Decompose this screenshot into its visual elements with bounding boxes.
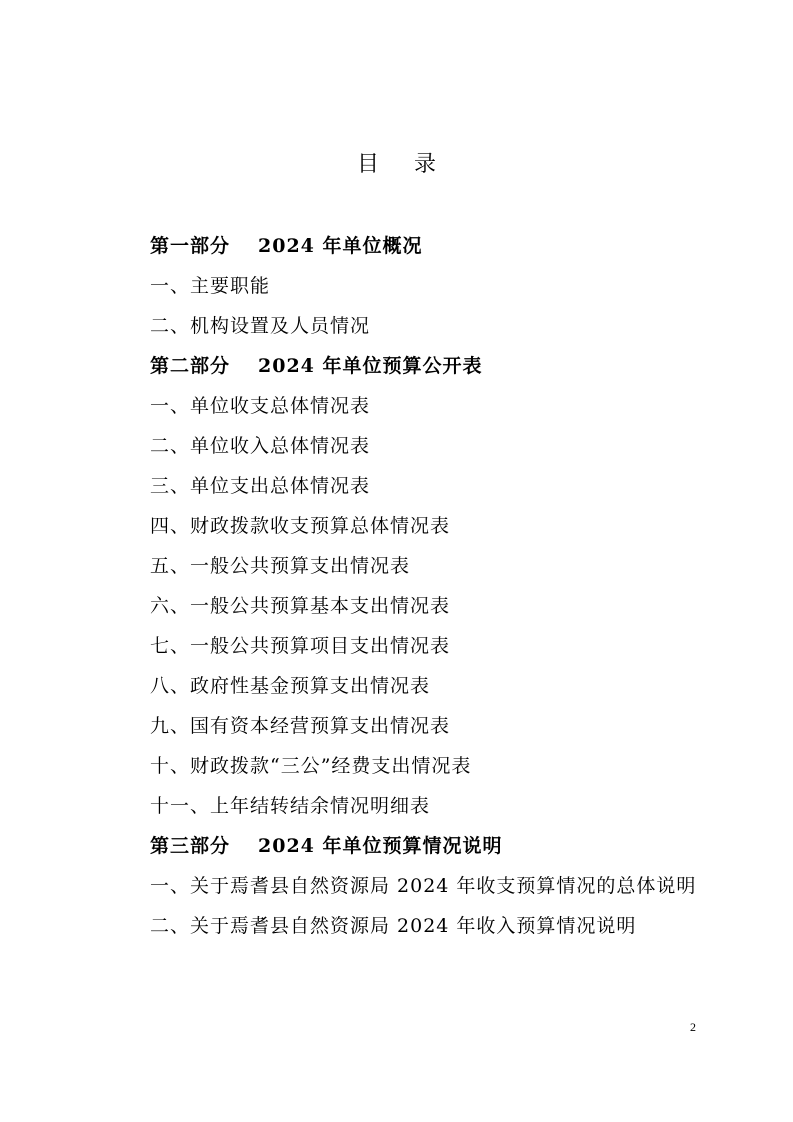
toc-item[interactable]: 四、财政拨款收支预算总体情况表 — [150, 515, 451, 537]
part-label: 第三部分 — [150, 835, 231, 857]
part-label: 第一部分 — [150, 235, 231, 257]
toc-item[interactable]: 六、一般公共预算基本支出情况表 — [150, 595, 451, 617]
toc-item-text: 一、关于焉耆县自然资源局 2024 年收支预算情况的总体说明 — [150, 875, 697, 897]
part-title: 2024 年单位概况 — [258, 235, 423, 257]
toc-item[interactable]: 十、财政拨款“三公”经费支出情况表 — [150, 755, 472, 777]
toc-item[interactable]: 一、单位收支总体情况表 — [150, 395, 371, 417]
part-label: 第二部分 — [150, 355, 231, 377]
toc-part-3[interactable] — [110, 826, 710, 866]
toc-item[interactable]: 八、政府性基金预算支出情况表 — [150, 675, 431, 697]
table-of-contents — [110, 226, 710, 946]
page-number: 2 — [690, 1020, 696, 1034]
toc-item[interactable]: 九、国有资本经营预算支出情况表 — [150, 715, 451, 737]
toc-item[interactable]: 一、主要职能 — [150, 275, 271, 297]
toc-item[interactable]: 二、单位收入总体情况表 — [150, 435, 371, 457]
toc-item[interactable]: 十一、上年结转结余情况明细表 — [150, 795, 431, 817]
toc-item[interactable]: 七、一般公共预算项目支出情况表 — [150, 635, 451, 657]
toc-title: 目 录 — [357, 152, 450, 177]
toc-item[interactable]: 五、一般公共预算支出情况表 — [150, 555, 411, 577]
toc-item[interactable]: 三、单位支出总体情况表 — [150, 475, 371, 497]
toc-item[interactable]: 二、关于焉耆县自然资源局 2024 年收入预算情况说明 — [150, 915, 637, 937]
part-title: 2024 年单位预算公开表 — [258, 355, 483, 377]
toc-item[interactable]: 二、机构设置及人员情况 — [150, 315, 371, 337]
part-title: 2024 年单位预算情况说明 — [258, 835, 503, 857]
toc-part-2[interactable] — [110, 346, 710, 386]
toc-part-1[interactable] — [110, 226, 710, 266]
toc-item-wrapped[interactable] — [110, 866, 710, 906]
